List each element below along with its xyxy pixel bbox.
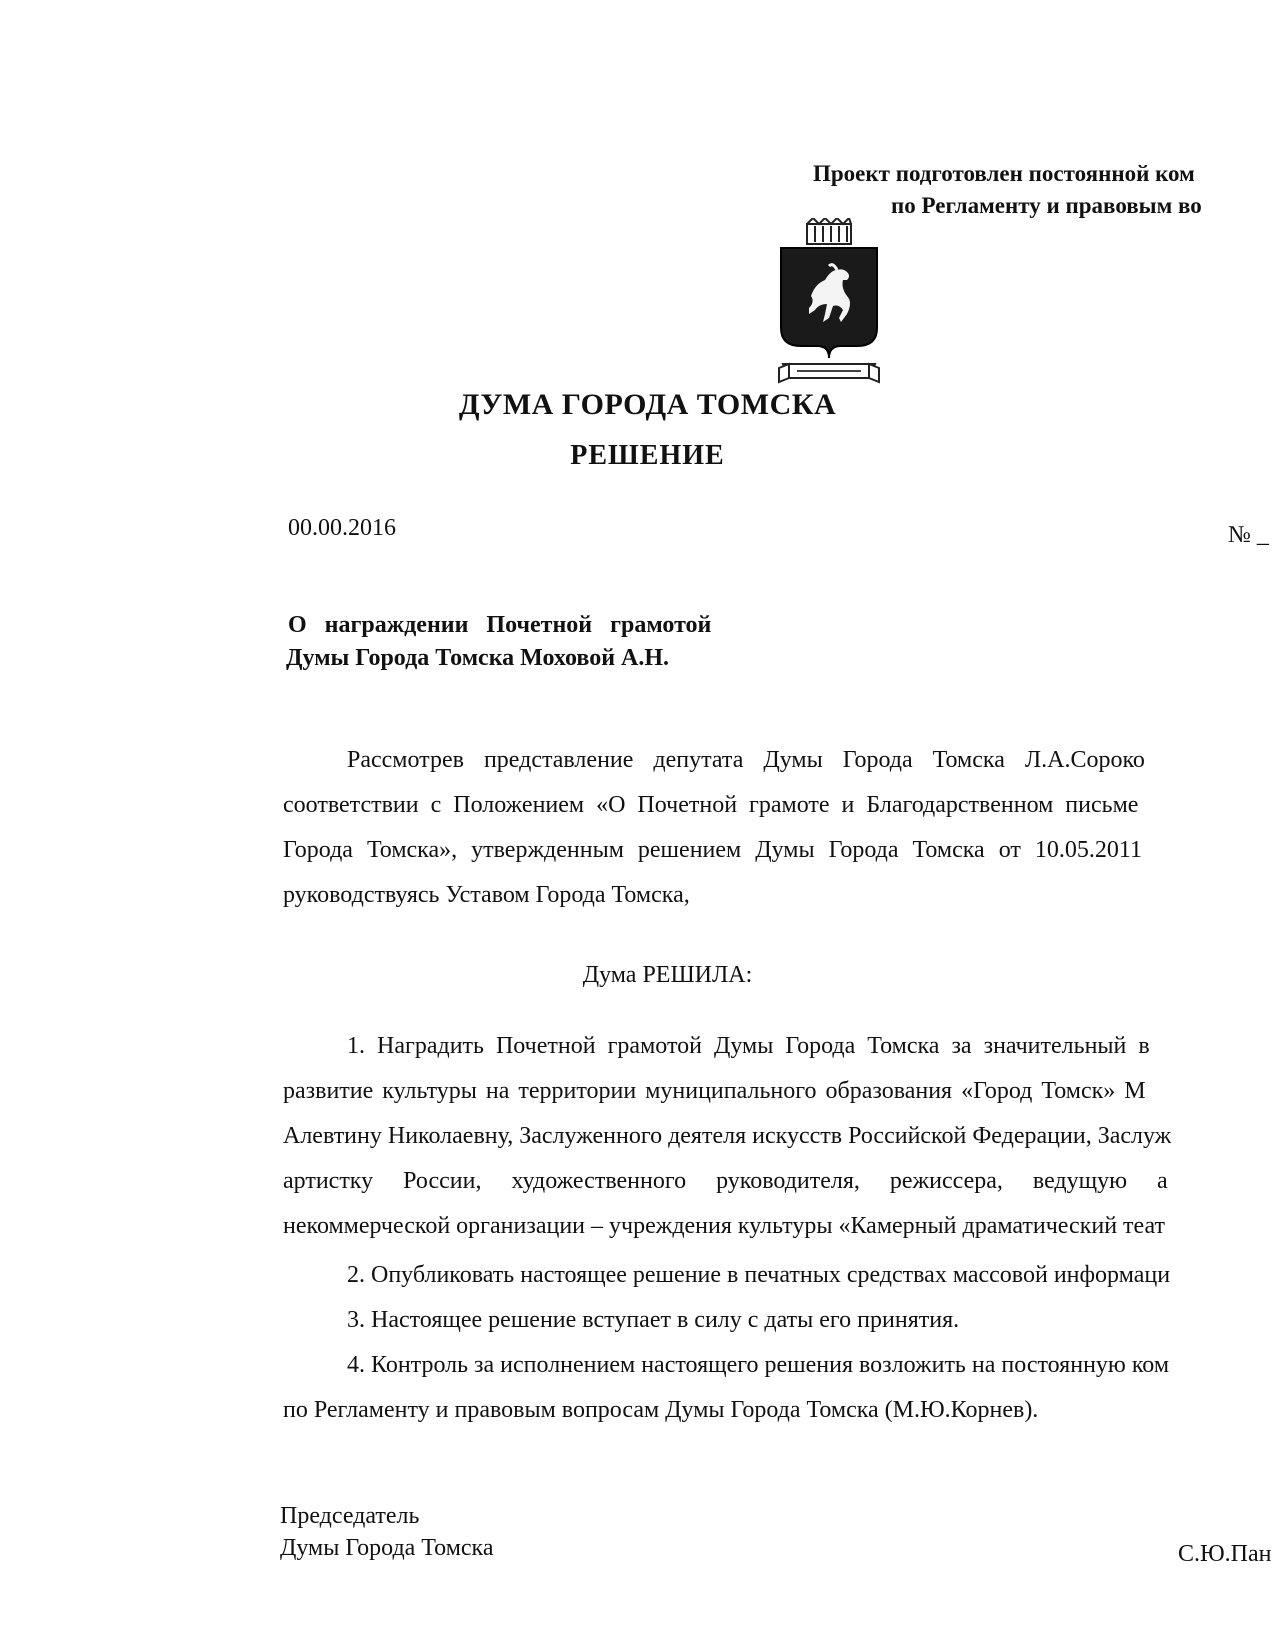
document-date: 00.00.2016: [288, 515, 396, 541]
decision-item-4: [283, 1343, 1275, 1433]
signatory-name: С.Ю.Пан: [1178, 1541, 1272, 1567]
decision-item-1: [283, 1024, 1275, 1249]
resolved-heading: Дума РЕШИЛА:: [582, 962, 753, 988]
item-2-line: 2. Опубликовать настоящее решение в печатных средствах массовой информаци: [347, 1262, 1171, 1288]
item-1-line: 1. Наградить Почетной грамотой Думы Города Томска за значительный в: [347, 1033, 1150, 1059]
preamble-line: руководствуясь Уставом Города Томска,: [283, 882, 690, 908]
subject-line-2: Думы Города Томска Моховой А.Н.: [286, 645, 670, 671]
preamble-line: Рассмотрев представление депутата Думы Города Томска Л.А.Сороко: [347, 747, 1145, 773]
preamble-paragraph: [283, 738, 1275, 918]
decision-item-3: [283, 1298, 1275, 1343]
decision-item-2: [283, 1253, 1275, 1298]
signatory-role-line-2: Думы Города Томска: [280, 1535, 494, 1561]
item-4-line: по Регламенту и правовым вопросам Думы Города Томска (М.Ю.Корнев).: [283, 1397, 1039, 1423]
item-1-line: Алевтину Николаевну, Заслуженного деятеля искусств Российской Федерации, Заслуж: [283, 1123, 1172, 1149]
document-number: № _: [1228, 522, 1269, 548]
tomsk-coat-of-arms-icon: [775, 218, 883, 386]
prepared-by-line-2: по Регламенту и правовым во: [891, 193, 1202, 218]
document-type: РЕШЕНИЕ: [570, 440, 725, 471]
preamble-line: Города Томска», утвержденным решением Думы Города Томска от 10.05.2011: [283, 837, 1142, 863]
subject-line-1: О награждении Почетной грамотой: [288, 612, 712, 638]
item-1-line: артистку России, художественного руководителя, режиссера, ведущую а: [283, 1168, 1168, 1194]
prepared-by-line-1: Проект подготовлен постоянной ком: [813, 161, 1195, 186]
org-title: ДУМА ГОРОДА ТОМСКА: [458, 388, 837, 421]
item-4-line: 4. Контроль за исполнением настоящего решения возложить на постоянную ком: [347, 1352, 1170, 1378]
item-3-line: 3. Настоящее решение вступает в силу с даты его принятия.: [347, 1307, 960, 1333]
item-1-line: развитие культуры на территории муниципального образования «Город Томск» М: [283, 1078, 1146, 1104]
preamble-line: соответствии с Положением «О Почетной грамоте и Благодарственном письме: [283, 792, 1139, 818]
signatory-role-line-1: Председатель: [280, 1503, 420, 1529]
item-1-line: некоммерческой организации – учреждения культуры «Камерный драматический теат: [283, 1213, 1165, 1239]
